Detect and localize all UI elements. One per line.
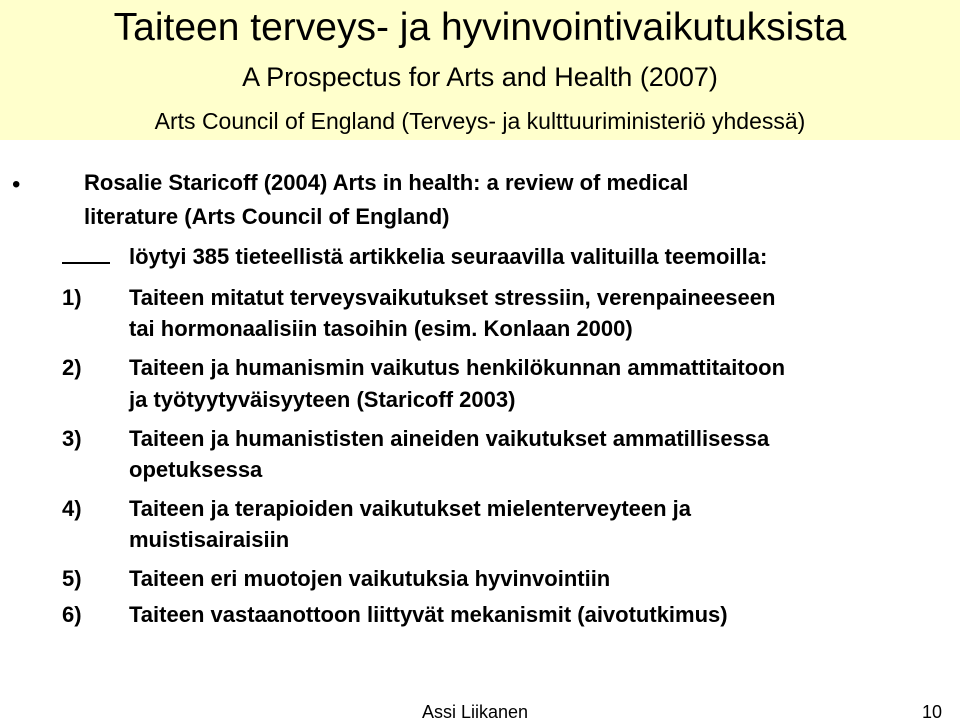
list-item-line: Taiteen ja humanististen aineiden vaikutukset ammatillisessa [129, 426, 770, 451]
item-number: 3) [62, 426, 82, 451]
list-item-line: Taiteen ja terapioiden vaikutukset mielenterveyteen ja [129, 496, 692, 521]
item-number: 1) [62, 285, 82, 310]
slide-subtitle-source: Arts Council of England (Terveys- ja kulttuuriministeriö yhdessä) [154, 108, 806, 134]
list-item-line: Taiteen ja humanismin vaikutus henkilökunnan ammattitaitoon [129, 355, 786, 380]
slide-title: Taiteen terveys- ja hyvinvointivaikutuksista [113, 6, 847, 49]
dash-icon [62, 262, 110, 264]
list-item-line: muistisairaisiin [129, 527, 290, 552]
item-number: 2) [62, 355, 82, 380]
item-number: 6) [62, 602, 82, 627]
list-item-line: Taiteen vastaanottoon liittyvät mekanismit (aivotutkimus) [129, 602, 728, 627]
main-bullet-line-1: Rosalie Staricoff (2004) Arts in health: a review of medical [84, 170, 689, 195]
footer-author: Assi Liikanen [422, 702, 529, 722]
item-number: 4) [62, 496, 82, 521]
slide-subtitle: A Prospectus for Arts and Health (2007) [242, 62, 718, 92]
item-number: 5) [62, 566, 82, 591]
list-item-line: Taiteen eri muotojen vaikutuksia hyvinvointiin [129, 566, 611, 591]
sub-intro: löytyi 385 tieteellistä artikkelia seuraavilla valituilla teemoilla: [129, 244, 768, 269]
main-bullet-line-2: literature (Arts Council of England) [84, 204, 450, 229]
list-item-line: ja työtyytyväisyyteen (Staricoff 2003) [129, 387, 516, 412]
page-number: 10 [922, 702, 943, 722]
list-item-line: opetuksessa [129, 457, 263, 482]
list-item-line: Taiteen mitatut terveysvaikutukset stressiin, verenpaineeseen [129, 285, 776, 310]
bullet-icon: • [12, 171, 21, 198]
list-item-line: tai hormonaalisiin tasoihin (esim. Konlaan 2000) [129, 316, 633, 341]
